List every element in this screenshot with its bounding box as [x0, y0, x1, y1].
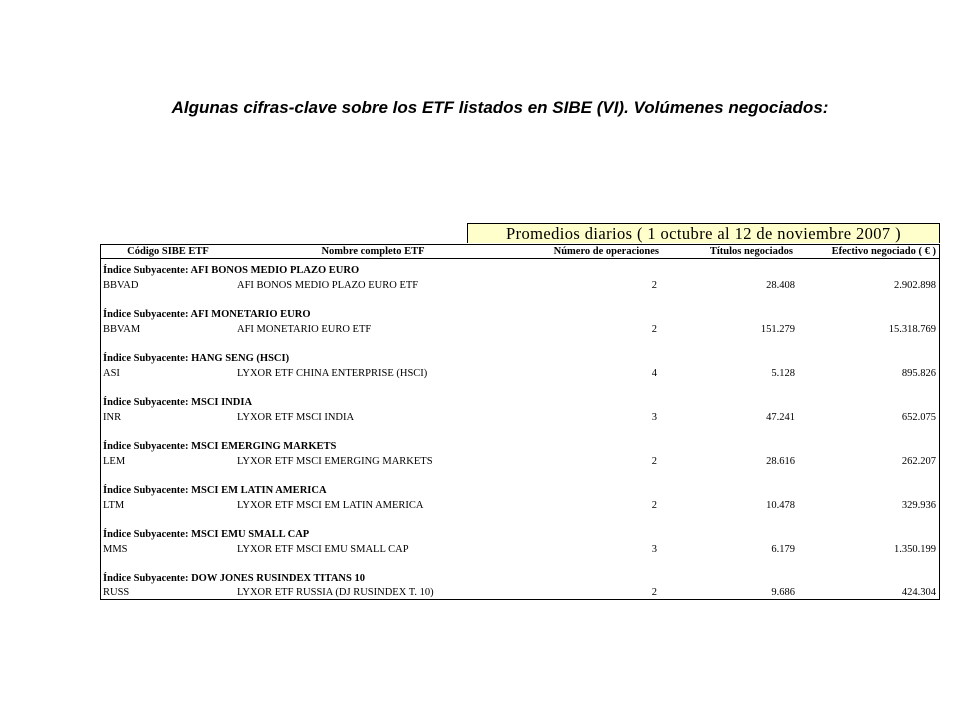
- etf-operations: 2: [651, 456, 657, 467]
- header-code: Código SIBE ETF: [127, 246, 209, 257]
- etf-name: LYXOR ETF MSCI EMU SMALL CAP: [237, 544, 409, 555]
- group-label: Índice Subyacente: MSCI EMERGING MARKETS: [103, 441, 337, 452]
- table-row: [101, 455, 939, 468]
- etf-code: LTM: [103, 500, 125, 511]
- group-label: Índice Subyacente: MSCI EMU SMALL CAP: [103, 529, 310, 540]
- group-row: [101, 308, 939, 321]
- group-label: Índice Subyacente: MSCI INDIA: [103, 397, 253, 408]
- header-name: Nombre completo ETF: [321, 246, 425, 257]
- etf-operations: 2: [651, 280, 657, 291]
- table-row: [101, 543, 939, 556]
- etf-effect: 329.936: [901, 500, 936, 511]
- group-row: [101, 352, 939, 365]
- etf-name: LYXOR ETF CHINA ENTERPRISE (HSCI): [237, 368, 428, 379]
- group-row: [101, 572, 939, 585]
- etf-volume-table: [100, 244, 940, 600]
- etf-titles: 6.179: [771, 544, 795, 555]
- period-banner-text: Promedios diarios ( 1 octubre al 12 de noviembre 2007 ): [506, 223, 901, 243]
- etf-titles: 28.408: [766, 280, 795, 291]
- etf-effect: 2.902.898: [894, 280, 936, 291]
- table-row: [101, 323, 939, 336]
- etf-code: BBVAM: [103, 324, 141, 335]
- table-row: [101, 499, 939, 512]
- group-label: Índice Subyacente: DOW JONES RUSINDEX TITANS 10: [103, 573, 365, 584]
- etf-titles: 151.279: [760, 324, 795, 335]
- etf-code: BBVAD: [103, 280, 139, 291]
- etf-name: AFI BONOS MEDIO PLAZO EURO ETF: [237, 280, 419, 291]
- etf-code: INR: [103, 412, 122, 423]
- etf-effect: 1.350.199: [894, 544, 936, 555]
- etf-name: AFI MONETARIO EURO ETF: [237, 324, 372, 335]
- etf-effect: 262.207: [901, 456, 936, 467]
- etf-titles: 10.478: [766, 500, 795, 511]
- table-row: [101, 367, 939, 380]
- etf-name: LYXOR ETF RUSSIA (DJ RUSINDEX T. 10): [237, 587, 434, 598]
- table-row: [101, 586, 939, 599]
- group-label: Índice Subyacente: AFI MONETARIO EURO: [103, 309, 311, 320]
- etf-code: ASI: [103, 368, 120, 379]
- etf-name: LYXOR ETF MSCI EM LATIN AMERICA: [237, 500, 424, 511]
- table-header-row: [101, 245, 939, 259]
- etf-titles: 47.241: [766, 412, 795, 423]
- etf-operations: 2: [651, 500, 657, 511]
- etf-effect: 895.826: [901, 368, 936, 379]
- etf-titles: 9.686: [771, 587, 795, 598]
- etf-operations: 4: [651, 368, 657, 379]
- group-row: [101, 440, 939, 453]
- etf-effect: 424.304: [901, 587, 936, 598]
- etf-code: RUSS: [103, 587, 130, 598]
- etf-operations: 2: [651, 324, 657, 335]
- etf-name: LYXOR ETF MSCI INDIA: [237, 412, 355, 423]
- etf-name: LYXOR ETF MSCI EMERGING MARKETS: [237, 456, 433, 467]
- group-row: [101, 396, 939, 409]
- etf-code: MMS: [103, 544, 128, 555]
- etf-titles: 5.128: [771, 368, 795, 379]
- etf-titles: 28.616: [766, 456, 795, 467]
- etf-effect: 652.075: [901, 412, 936, 423]
- etf-effect: 15.318.769: [888, 324, 936, 335]
- group-label: Índice Subyacente: AFI BONOS MEDIO PLAZO EURO: [103, 265, 360, 276]
- group-row: [101, 484, 939, 497]
- etf-operations: 3: [651, 544, 657, 555]
- period-banner: [467, 223, 940, 243]
- table-row: [101, 279, 939, 292]
- table-row: [101, 411, 939, 424]
- etf-operations: 2: [651, 587, 657, 598]
- header-titles: Títulos negociados: [709, 246, 793, 257]
- header-operations: Número de operaciones: [553, 246, 659, 257]
- group-label: Índice Subyacente: HANG SENG (HSCI): [103, 353, 290, 364]
- group-row: [101, 264, 939, 277]
- group-row: [101, 528, 939, 541]
- group-label: Índice Subyacente: MSCI EM LATIN AMERICA: [103, 485, 327, 496]
- etf-operations: 3: [651, 412, 657, 423]
- slide-title: Algunas cifras-clave sobre los ETF listados en SIBE (VI). Volúmenes negociados:: [171, 98, 829, 117]
- header-effect: Efectivo negociado ( € ): [831, 246, 936, 257]
- etf-code: LEM: [103, 456, 126, 467]
